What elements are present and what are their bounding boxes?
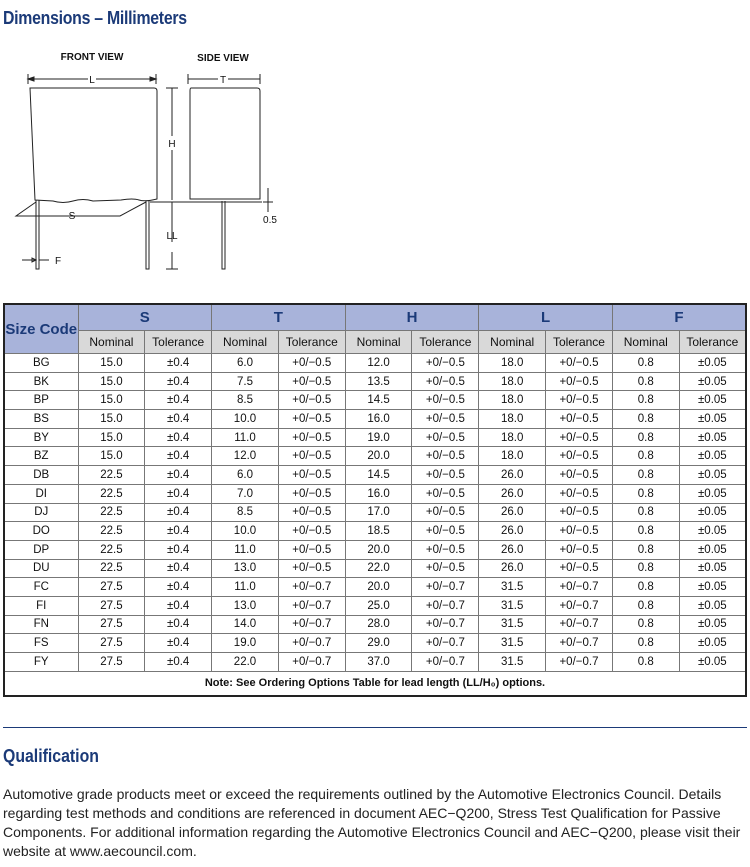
table-cell: DU [4, 559, 78, 578]
dim-S: S [68, 211, 76, 222]
table-cell: 20.0 [345, 578, 412, 597]
dim-F: F [54, 256, 62, 267]
table-cell: +0/−0.5 [546, 447, 613, 466]
table-cell: DI [4, 484, 78, 503]
table-cell: 26.0 [479, 466, 546, 485]
table-cell: 0.8 [612, 372, 679, 391]
table-cell: ±0.4 [145, 615, 212, 634]
nominal-header: Nominal [212, 331, 279, 354]
table-cell: +0/−0.5 [546, 540, 613, 559]
table-cell: FC [4, 578, 78, 597]
table-cell: ±0.4 [145, 354, 212, 373]
table-cell: +0/−0.7 [278, 596, 345, 615]
table-cell: 29.0 [345, 634, 412, 653]
table-cell: 26.0 [479, 559, 546, 578]
table-cell: ±0.4 [145, 391, 212, 410]
table-cell: +0/−0.5 [546, 522, 613, 541]
table-cell: +0/−0.5 [412, 484, 479, 503]
nominal-header: Nominal [479, 331, 546, 354]
table-cell: 20.0 [345, 540, 412, 559]
table-cell: ±0.05 [679, 354, 746, 373]
table-cell: +0/−0.7 [546, 596, 613, 615]
table-cell: 27.5 [78, 596, 145, 615]
table-cell: 18.0 [479, 428, 546, 447]
table-cell: BZ [4, 447, 78, 466]
table-cell: BK [4, 372, 78, 391]
table-cell: 6.0 [212, 466, 279, 485]
table-cell: 25.0 [345, 596, 412, 615]
table-cell: 26.0 [479, 540, 546, 559]
table-cell: 22.5 [78, 522, 145, 541]
table-cell: 0.8 [612, 634, 679, 653]
nominal-header: Nominal [345, 331, 412, 354]
table-cell: 12.0 [345, 354, 412, 373]
group-header-s: S [78, 304, 212, 331]
table-cell: +0/−0.5 [546, 559, 613, 578]
table-cell: 31.5 [479, 615, 546, 634]
table-cell: ±0.4 [145, 410, 212, 429]
table-cell: FY [4, 653, 78, 672]
dim-L: L [89, 75, 95, 86]
table-cell: 15.0 [78, 410, 145, 429]
table-cell: +0/−0.7 [412, 578, 479, 597]
table-cell: 0.8 [612, 503, 679, 522]
nominal-header: Nominal [78, 331, 145, 354]
table-note: Note: See Ordering Options Table for lead length (LL/H₀) options. [4, 671, 746, 696]
table-cell: +0/−0.5 [412, 372, 479, 391]
tolerance-header: Tolerance [412, 331, 479, 354]
table-cell: DB [4, 466, 78, 485]
table-cell: +0/−0.5 [546, 428, 613, 447]
table-cell: ±0.05 [679, 503, 746, 522]
table-cell: 0.8 [612, 559, 679, 578]
table-cell: 17.0 [345, 503, 412, 522]
table-row [4, 503, 746, 522]
table-cell: 0.8 [612, 615, 679, 634]
table-cell: 31.5 [479, 596, 546, 615]
table-cell: ±0.05 [679, 391, 746, 410]
table-cell: ±0.4 [145, 559, 212, 578]
table-cell: BY [4, 428, 78, 447]
table-cell: ±0.4 [145, 503, 212, 522]
page-title: Dimensions – Millimeters [3, 8, 187, 28]
table-cell: 20.0 [345, 447, 412, 466]
qualification-heading: Qualification [3, 746, 99, 766]
table-cell: +0/−0.5 [278, 559, 345, 578]
table-cell: 0.8 [612, 484, 679, 503]
table-cell: 22.5 [78, 559, 145, 578]
table-cell: 18.0 [479, 447, 546, 466]
table-cell: +0/−0.7 [412, 615, 479, 634]
table-cell: +0/−0.7 [412, 634, 479, 653]
table-cell: +0/−0.5 [278, 466, 345, 485]
table-cell: 0.8 [612, 596, 679, 615]
tolerance-header: Tolerance [145, 331, 212, 354]
table-cell: +0/−0.5 [278, 484, 345, 503]
table-cell: 10.0 [212, 522, 279, 541]
table-cell: +0/−0.5 [412, 503, 479, 522]
table-cell: ±0.05 [679, 428, 746, 447]
table-cell: +0/−0.7 [546, 578, 613, 597]
table-cell: +0/−0.7 [546, 653, 613, 672]
table-cell: +0/−0.5 [546, 466, 613, 485]
table-cell: DJ [4, 503, 78, 522]
table-cell: +0/−0.5 [412, 354, 479, 373]
table-cell: 18.0 [479, 372, 546, 391]
table-cell: ±0.4 [145, 634, 212, 653]
table-cell: DO [4, 522, 78, 541]
table-row [4, 410, 746, 429]
side-view-label: SIDE VIEW [197, 53, 249, 64]
table-cell: +0/−0.7 [546, 634, 613, 653]
table-cell: +0/−0.5 [546, 354, 613, 373]
table-cell: FN [4, 615, 78, 634]
table-cell: 8.5 [212, 503, 279, 522]
table-cell: ±0.05 [679, 559, 746, 578]
table-row [4, 428, 746, 447]
table-cell: 18.0 [479, 410, 546, 429]
table-cell: 14.5 [345, 391, 412, 410]
table-cell: BG [4, 354, 78, 373]
table-row [4, 354, 746, 373]
section-divider [3, 727, 747, 728]
table-cell: 22.0 [345, 559, 412, 578]
table-row [4, 447, 746, 466]
table-cell: 11.0 [212, 540, 279, 559]
table-cell: 31.5 [479, 653, 546, 672]
table-cell: +0/−0.5 [278, 540, 345, 559]
table-cell: ±0.05 [679, 372, 746, 391]
table-cell: 27.5 [78, 578, 145, 597]
table-cell: +0/−0.7 [278, 615, 345, 634]
table-cell: ±0.05 [679, 578, 746, 597]
table-row [4, 634, 746, 653]
table-row [4, 653, 746, 672]
table-cell: 18.5 [345, 522, 412, 541]
table-row [4, 540, 746, 559]
table-cell: 27.5 [78, 615, 145, 634]
table-cell: 13.0 [212, 596, 279, 615]
table-cell: 13.0 [212, 559, 279, 578]
table-cell: ±0.05 [679, 615, 746, 634]
dimensions-table [3, 303, 747, 697]
group-header-l: L [479, 304, 613, 331]
table-cell: 18.0 [479, 391, 546, 410]
table-cell: ±0.4 [145, 484, 212, 503]
table-cell: BP [4, 391, 78, 410]
tolerance-header: Tolerance [679, 331, 746, 354]
table-cell: FI [4, 596, 78, 615]
table-row [4, 391, 746, 410]
table-row [4, 372, 746, 391]
dim-H: H [168, 139, 176, 150]
table-cell: ±0.4 [145, 578, 212, 597]
table-cell: 0.8 [612, 578, 679, 597]
table-cell: +0/−0.5 [412, 559, 479, 578]
table-row [4, 559, 746, 578]
table-cell: 28.0 [345, 615, 412, 634]
table-cell: +0/−0.5 [412, 391, 479, 410]
table-cell: 27.5 [78, 653, 145, 672]
table-cell: +0/−0.5 [412, 428, 479, 447]
table-cell: +0/−0.7 [278, 653, 345, 672]
table-cell: 15.0 [78, 391, 145, 410]
table-cell: 26.0 [479, 522, 546, 541]
table-row [4, 615, 746, 634]
table-cell: +0/−0.5 [412, 410, 479, 429]
size-code-header: Size Code [4, 304, 78, 354]
tolerance-header: Tolerance [278, 331, 345, 354]
table-cell: +0/−0.5 [278, 391, 345, 410]
table-cell: +0/−0.5 [278, 354, 345, 373]
table-cell: 8.5 [212, 391, 279, 410]
table-cell: 0.8 [612, 447, 679, 466]
table-cell: 0.8 [612, 428, 679, 447]
table-cell: ±0.05 [679, 522, 746, 541]
group-header-t: T [212, 304, 346, 331]
table-cell: +0/−0.5 [546, 484, 613, 503]
table-cell: 14.0 [212, 615, 279, 634]
table-cell: 37.0 [345, 653, 412, 672]
table-cell: ±0.4 [145, 522, 212, 541]
table-cell: +0/−0.5 [412, 466, 479, 485]
table-cell: ±0.05 [679, 466, 746, 485]
table-cell: +0/−0.5 [278, 522, 345, 541]
dim-T: T [219, 75, 227, 86]
table-cell: ±0.05 [679, 410, 746, 429]
table-cell: DP [4, 540, 78, 559]
group-header-f: F [612, 304, 746, 331]
table-cell: ±0.4 [145, 447, 212, 466]
table-cell: 10.0 [212, 410, 279, 429]
table-cell: +0/−0.5 [278, 428, 345, 447]
table-cell: 15.0 [78, 447, 145, 466]
table-cell: 0.8 [612, 354, 679, 373]
table-row [4, 484, 746, 503]
table-cell: 7.0 [212, 484, 279, 503]
table-cell: +0/−0.7 [278, 578, 345, 597]
table-cell: +0/−0.5 [546, 372, 613, 391]
table-cell: BS [4, 410, 78, 429]
table-cell: 22.5 [78, 484, 145, 503]
table-cell: +0/−0.7 [412, 653, 479, 672]
tolerance-header: Tolerance [546, 331, 613, 354]
table-cell: +0/−0.5 [278, 372, 345, 391]
table-row [4, 578, 746, 597]
table-cell: 11.0 [212, 578, 279, 597]
table-cell: ±0.4 [145, 596, 212, 615]
table-cell: ±0.05 [679, 484, 746, 503]
dim-LL: LL [166, 231, 178, 242]
table-cell: ±0.4 [145, 653, 212, 672]
table-cell: 31.5 [479, 578, 546, 597]
table-cell: 22.5 [78, 540, 145, 559]
table-cell: 18.0 [479, 354, 546, 373]
table-cell: 0.8 [612, 466, 679, 485]
table-cell: +0/−0.5 [278, 410, 345, 429]
table-cell: 12.0 [212, 447, 279, 466]
table-cell: ±0.05 [679, 540, 746, 559]
table-cell: 22.5 [78, 466, 145, 485]
table-cell: +0/−0.5 [278, 447, 345, 466]
table-cell: +0/−0.5 [546, 503, 613, 522]
table-cell: 26.0 [479, 503, 546, 522]
table-cell: 11.0 [212, 428, 279, 447]
table-cell: ±0.4 [145, 540, 212, 559]
table-cell: 14.5 [345, 466, 412, 485]
table-cell: ±0.4 [145, 466, 212, 485]
table-cell: +0/−0.5 [412, 522, 479, 541]
table-cell: +0/−0.7 [278, 634, 345, 653]
table-cell: 13.5 [345, 372, 412, 391]
table-cell: ±0.05 [679, 596, 746, 615]
table-cell: ±0.05 [679, 634, 746, 653]
group-header-h: H [345, 304, 479, 331]
table-cell: 22.0 [212, 653, 279, 672]
table-row [4, 466, 746, 485]
table-cell: 0.8 [612, 391, 679, 410]
table-cell: +0/−0.5 [546, 391, 613, 410]
table-cell: 0.8 [612, 410, 679, 429]
table-cell: 0.8 [612, 653, 679, 672]
front-view-label: FRONT VIEW [60, 52, 124, 63]
nominal-header: Nominal [612, 331, 679, 354]
table-cell: +0/−0.5 [412, 447, 479, 466]
table-cell: ±0.4 [145, 428, 212, 447]
table-row [4, 596, 746, 615]
table-row [4, 522, 746, 541]
table-cell: ±0.05 [679, 653, 746, 672]
table-cell: 16.0 [345, 484, 412, 503]
table-cell: 27.5 [78, 634, 145, 653]
table-cell: 0.8 [612, 540, 679, 559]
table-cell: 16.0 [345, 410, 412, 429]
table-cell: +0/−0.5 [412, 540, 479, 559]
dim-offset: 0.5 [263, 215, 277, 226]
table-cell: FS [4, 634, 78, 653]
table-cell: ±0.05 [679, 447, 746, 466]
qualification-text: Automotive grade products meet or exceed the requirements outlined by the Automotive Electronics Council. Details regarding test methods and conditions are referenced in document AEC−Q200, Stress Test Qualification for Passive Components. For additional information regarding the Automotive Electronics Council and AEC−Q200, please visit their website at www.aecouncil.com. [3, 786, 741, 859]
table-cell: 15.0 [78, 428, 145, 447]
table-cell: +0/−0.5 [546, 410, 613, 429]
table-cell: 15.0 [78, 372, 145, 391]
table-cell: +0/−0.7 [412, 596, 479, 615]
table-cell: 22.5 [78, 503, 145, 522]
table-cell: 19.0 [345, 428, 412, 447]
table-cell: 19.0 [212, 634, 279, 653]
table-cell: 26.0 [479, 484, 546, 503]
table-cell: 6.0 [212, 354, 279, 373]
table-cell: ±0.4 [145, 372, 212, 391]
table-cell: 31.5 [479, 634, 546, 653]
table-cell: +0/−0.5 [278, 503, 345, 522]
table-cell: 15.0 [78, 354, 145, 373]
dimension-diagram [0, 40, 300, 280]
table-cell: 0.8 [612, 522, 679, 541]
table-cell: +0/−0.7 [546, 615, 613, 634]
table-cell: 7.5 [212, 372, 279, 391]
